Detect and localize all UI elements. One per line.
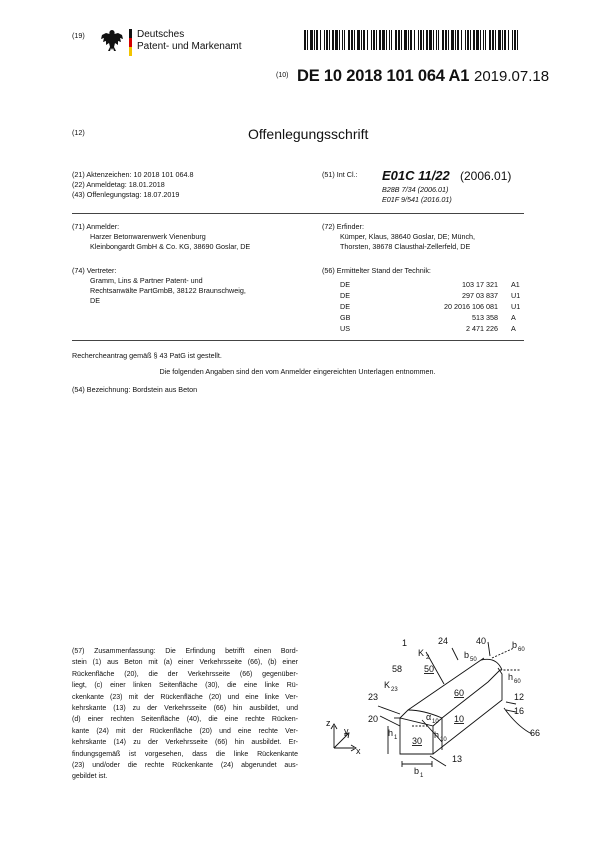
barcode-image — [304, 30, 520, 50]
applicant-documents-note: Die folgenden Angaben sind den vom Anmelder eingereichten Unterlagen entnommen. — [159, 367, 436, 376]
abstract-line: Rückenfläche (20), die der Verkehrsseite (66) gegenüber- — [72, 670, 298, 678]
prior-art-kind: A1 — [511, 280, 520, 289]
abstract-line: findungsgemäß ist vorgesehen, dass die linke Rückenkante — [72, 750, 298, 758]
prior-art-number: 103 17 321 — [462, 280, 498, 289]
label-b60: b — [512, 640, 518, 650]
prior-art-number: 513 358 — [472, 313, 498, 322]
abstract-line: gebildet ist. — [72, 773, 108, 781]
application-number: (21) Aktenzeichen: 10 2018 101 064.8 — [72, 170, 194, 179]
prior-art-kind: A — [511, 324, 516, 333]
prior-art-country: GB — [340, 313, 351, 322]
label-alpha10: α — [426, 712, 432, 722]
label-b1: b — [414, 766, 420, 776]
label-12: 12 — [514, 692, 525, 702]
label-1: 1 — [402, 638, 408, 648]
search-request-note: Rechercheantrag gemäß § 43 PatG ist gestellt. — [72, 351, 222, 360]
applicant-label: (71) Anmelder: — [72, 222, 120, 231]
axis-z-label: z — [326, 718, 331, 728]
label-60: 60 — [454, 688, 465, 698]
label-23: 23 — [368, 692, 379, 702]
flag-stripe-gold — [129, 47, 132, 56]
label-h1-sub: 1 — [394, 735, 398, 741]
publication-day: (43) Offenlegungstag: 18.07.2019 — [72, 190, 180, 199]
office-name-line2: Patent- und Markenamt — [137, 41, 242, 52]
label-b50: b — [464, 650, 470, 660]
label-k23-sub: 23 — [391, 687, 398, 693]
abstract-line: liegt, (c) einer linken Seitenfläche (30), die eine linke Rü- — [72, 682, 298, 690]
inid-code-19: (19) — [72, 31, 85, 40]
inventor-line1: Kümper, Klaus, 38640 Goslar, DE; Münch, — [340, 232, 476, 241]
inid-code-10: (10) — [276, 72, 289, 79]
publication-date: 2019.07.18 — [474, 68, 550, 85]
office-name-line1: Deutsches — [137, 29, 185, 40]
publication-number: DE 10 2018 101 064 A1 — [297, 67, 470, 85]
document-type-title: Offenlegungsschrift — [248, 126, 369, 142]
label-16: 16 — [514, 706, 525, 716]
label-b50-sub: 50 — [470, 657, 477, 663]
abstract-line: ckenkante (23) mit der Rückenfläche (20) und eine linke Ver- — [72, 693, 298, 701]
label-alpha10-sub: 10 — [432, 719, 439, 725]
axis-x-label: x — [356, 746, 361, 756]
abstract-line: kehrskante (13) zu der Verkehrsseite (66) hin ausbildet, und — [72, 705, 298, 713]
label-66: 66 — [530, 728, 541, 738]
applicant-line1: Harzer Betonwarenwerk Vienenburg — [90, 232, 206, 241]
prior-art-label: (56) Ermittelter Stand der Technik: — [322, 266, 431, 275]
label-h60: h — [508, 672, 514, 682]
prior-art-kind: U1 — [511, 302, 521, 311]
label-30: 30 — [412, 736, 423, 746]
label-h60-sub: 60 — [514, 679, 521, 685]
prior-art-country: US — [340, 324, 350, 333]
applicant-line2: Kleinbongardt GmbH & Co. KG, 38690 Goslar, DE — [90, 242, 251, 251]
curb-stone-figure — [318, 630, 548, 780]
federal-eagle-icon — [100, 29, 124, 55]
ipc-sub-class-2: E01F 9/541 (2016.01) — [382, 195, 452, 204]
label-b60-sub: 60 — [518, 647, 525, 653]
label-10: 10 — [454, 714, 465, 724]
divider-bottom — [72, 340, 524, 341]
abstract-line: kante (24) mit der Rückenfläche (20) und eine rechte Ver- — [72, 727, 298, 735]
inid-code-12: (12) — [72, 128, 85, 137]
prior-art-country: DE — [340, 280, 350, 289]
representative-line3: DE — [90, 296, 100, 305]
abstract-line: (d) einer rechten Seitenfläche (40), die eine rechte Rücken- — [72, 716, 298, 724]
prior-art-number: 297 03 837 — [462, 291, 498, 300]
label-24: 24 — [438, 636, 449, 646]
representative-label: (74) Vertreter: — [72, 266, 117, 275]
filing-date: (22) Anmeldetag: 18.01.2018 — [72, 180, 165, 189]
ipc-main-version: (2006.01) — [460, 169, 512, 183]
designation: (54) Bezeichnung: Bordstein aus Beton — [72, 385, 198, 394]
ipc-sub-class-1: B28B 7/34 (2006.01) — [382, 185, 449, 194]
label-k2-sub: 2 — [426, 655, 430, 661]
prior-art-country: DE — [340, 302, 350, 311]
label-k2: K — [418, 648, 425, 658]
abstract — [72, 646, 298, 783]
label-50: 50 — [424, 664, 435, 674]
axis-y-label: y — [344, 726, 349, 736]
prior-art-kind: U1 — [511, 291, 521, 300]
label-k23: K — [384, 680, 391, 690]
label-h10-sub: 10 — [440, 737, 447, 743]
label-40: 40 — [476, 636, 487, 646]
abstract-line: (57) Zusammenfassung: Die Erfindung betrifft einen Bord- — [72, 648, 298, 655]
prior-art-country: DE — [340, 291, 350, 300]
ipc-main-class: E01C 11/22 — [382, 168, 450, 183]
abstract-line: kehrskante (14) zu der Verkehrsseite (66) hin ausbildet. Er- — [72, 739, 298, 747]
label-20: 20 — [368, 714, 379, 724]
abstract-line: stein (1) aus Beton mit (a) einer Verkehrsseite (66), (b) einer — [72, 659, 298, 667]
label-h10: h — [434, 730, 440, 740]
label-13: 13 — [452, 754, 463, 764]
inventor-label: (72) Erfinder: — [322, 222, 364, 231]
representative-line1: Gramm, Lins & Partner Patent- und — [90, 276, 203, 285]
label-h1: h — [388, 728, 394, 738]
ipc-label: (51) Int Cl.: — [322, 170, 358, 179]
divider-top — [72, 213, 524, 214]
label-58: 58 — [392, 664, 403, 674]
prior-art-kind: A — [511, 313, 516, 322]
label-b1-sub: 1 — [420, 773, 424, 779]
representative-line2: Rechtsanwälte PartGmbB, 38122 Braunschweig, — [90, 286, 246, 295]
flag-stripe-black — [129, 29, 132, 38]
flag-stripe-red — [129, 38, 132, 47]
inventor-line2: Thorsten, 38678 Clausthal-Zellerfeld, DE — [340, 242, 471, 251]
prior-art-number: 20 2016 106 081 — [444, 302, 498, 311]
abstract-line: (23) und/oder die rechte Rückenkante (24) abgerundet aus- — [72, 762, 298, 770]
prior-art-number: 2 471 226 — [466, 324, 498, 333]
